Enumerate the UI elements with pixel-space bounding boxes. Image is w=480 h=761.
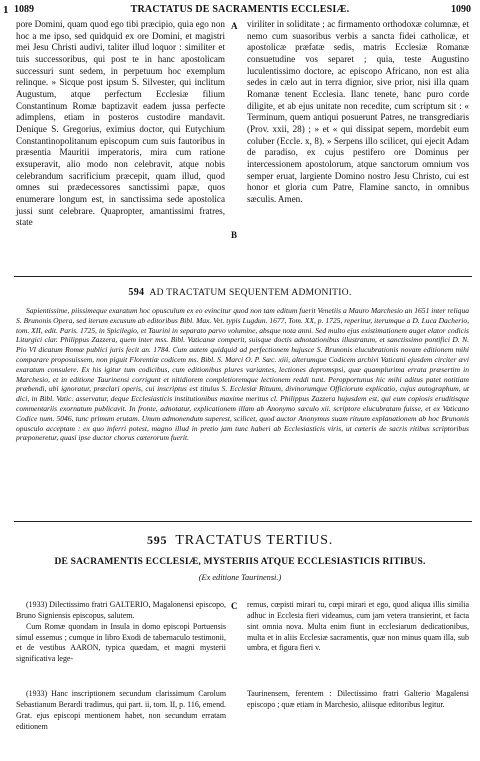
section-594-heading (0, 287, 480, 298)
page-number-left: 1089 (14, 4, 34, 15)
margin-letter-a: A (231, 21, 238, 31)
section-594-number: 594 (128, 287, 145, 298)
section-595-number: 595 (146, 533, 168, 547)
footnote-left: (1933) Hanc inscriptionem secundum clarissimum Carolum Sebastianum Berardi tradimus, qui part. ii, tom. II, p. 116, emend. Grat. ejus episcopi mentionem habet, non secundum erratam editionem (16, 689, 226, 731)
margin-letter-c: C (231, 601, 238, 611)
margin-letter-b: B (231, 230, 238, 240)
section-594-title: AD TRACTATUM SEQUENTEM ADMONITIO. (149, 288, 352, 298)
page-number-right: 1090 (451, 4, 471, 15)
margin-mark: 1 (3, 4, 9, 16)
dedication-paragraphs (16, 600, 226, 665)
running-header (0, 2, 480, 18)
section-595-title: TRACTATUS TERTIUS. (175, 533, 334, 548)
footnote-right: Taurinensem, ferentem : Dilectissimo fratri Galterio Magalensi episcopo ; quæ etiam in Marchesio, aliisque editoribus legitur. (247, 689, 469, 709)
admonitio-text: Sapientissime, piissimeque exaratum hoc opusculum ex eo evincitur quod non tam editum fuerit Venetiis a Mauro Marchesio an 1651 inter reliqua S. Brunonis Opera, sed iterum excusum ab editoribus Bibl. Max. Vet. typis Lugdun. 1677, Tom. XX, p. 1725, reperitur, iterumque a D. Luca Dacherio, tom. XII, edit. Paris. 1725, in Spicilegio, et Taurini in separato parvo volumine, absque nota anni. Sed multo ejus existimationem auget elator codicis Liturgici clar. Philippus Zazzera, quem inter mss. Bibl. Vaticanæ comperit, suisque doctis adnotationibus illustratum, et sanctissimo pontifici D. N. Pio VI dicatum Romæ publici juris fecit an. 1784. Cum autem quidquid ad perfectionem hujusce S. Brunonis elucubrationis novam editionem mihi comparare proposuissem, non piguit Florentiæ codicem ms. Bibl. S. Marci O. P. Sæc. xiii, alterumque Codicem archivi Vaticani ejusdem circiter ævi exaratum consulere. Ex his igitur tum codicibus, cum editionibus plures variantes, lectiones depromspsi, quæ quamplurima errata præsertim in Marchesio, et in editione Taurinensi corrigunt et nitidiorem completioremque lectionem reddi tunt. Peropportunus hic mihi aditus patet notitiam præbendi, ubi ignoratur, præclari operis, cui inscriptus est titulus S. Ecclesiæ Rituum, divinorumque Officiorum explicatio, cujus autographum, ut dici, in Bibl. Vatic. asservatur, deque Ecclesiasticis institutionibus maxime meritus cl. Philippus Zazzera hujusdem est, qui eum copiosis eruditisque commentariis exornatum publicavit. In fronte, adnotatur, explicationem illam ab Anonymo sæculo xii. scriptore elucubratam fuisse, et ex Vaticano Codice num. 5046, tunc primum erutam. Unum admonendum superest, scilicet, quod auctor Anonymus suam rituum explanationem ab hoc Brunonis opusculo acceptam : ex quo inferri potest, magno illud in pretio jam tunc haberi ab Ecclesiasticis viris, ut cæteris de sacris ritibus scriptoribus præponeretur, quasi ipse ductor chorus cæterorum fuerit. (16, 306, 469, 443)
section-divider (14, 521, 472, 522)
right-column-body: remus, cœpisti mirari tu, cœpi mirari et ego, quod aliqua illis similia adhuc in Ecclesia fieri videamus, cum jam vetera transierint, et facta sint omnia nova. Multa enim fiunt in ecclesiarum dedicationibus, multa et in aliis Ecclesiæ sacramentis, quæ non minus quam illa, sub umbra, et figura fieri v. (247, 600, 469, 653)
edition-note: (Ex editione Taurinensi.) (198, 573, 282, 582)
treatise-subtitle: DE SACRAMENTIS ECCLESIÆ, MYSTERIIS ATQUE ECCLESIASTICIS RITIBUS. (54, 557, 426, 567)
cum-romae-paragraph: Cum Romæ quondam in Insula in domo episcopi Portuensis simul essemus ; cumque in libro Exodi de tabernaculo testimonii, et de vestibus AARON, typica quædam, et magni mysterii significativa lege- (16, 621, 226, 664)
dedication-line: (1933) Dilectissimo fratri GALTERIO, Magalonensi episcopo, Bruno Signiensis episcopus, salutem. (16, 600, 226, 620)
section-595-heading (0, 533, 480, 549)
section-divider (14, 276, 472, 277)
left-column-text: pore Domini, quam quod ego tibi præcipio, quia ego non hoc a me ipso, sed quidquid ex ore Domini, et magistri mei Jesu Christi audivi, taliter illud loquor : similiter et tuis successoribus, qui post te in hanc apostolicam successuri sunt sedem, in perpetuum hoc exemplum relinque. » Sicque post ipsum S. Silvester, qui inclitum Augustum, atque perfectum Ecclesiæ filium Constantinum Romæ baptizavit eadem jussa perfecte adimplens, etiam in posteros custodire mandavit. Denique S. Gregorius, eximius doctor, qui Eutychium Constantinopolitanum episcopum cum suis fautoribus in præsentia Mauritii imperatoris, mira cum ratione exsuperavit, alio modo non celebravit, atque nobis celebrandum sacrificium præcepit, quam illud, quod omnes sui prædecessores sanctissimi papæ, quos enumerare longum est, in sanctissima sede apostolica jussi sunt celebrare. Quapropter, amantissimi fratres, state (16, 19, 225, 228)
right-column-text: viriliter in soliditate ; ac firmamento orthodoxæ columnæ, et nemo cum suasoribus verbis a sancta fidei catholicæ, et apostolicæ præfatæ sedis, matris Ecclesiæ Romanæ consuetudine vos separet ; quia, teste Augustino luculentissimo doctore, ac episcopo Africano, non est alia sedes in cælo aut in terra dignior, sive prior, nisi illa quam Romanæ tenent Ecclesia. Ilanc tenete, hanc puro corde diligite, et ab ejus unitate non recedite, cum scriptum sit : « Terminum, quem antiqui posuerunt Patres, ne transgrediaris (Prov. xxii, 28) ; » et « qui dissipat sepem, mordebit eum coluber (Eccle. x, 8). » Serpens illo scilicet, qui ejecit Adam de paradiso, ex cujus pestifero ore Dominus per intercessionem apostolorum, atque sanctorum omnium vos semper eruat, largiente Domino nostro Jesu Christo, cui est honor et gloria cum Patre, Flamine sancto, in omnibus sæculis. Amen. (247, 19, 469, 204)
running-title: TRACTATUS DE SACRAMENTIS ECCLESIÆ. (130, 4, 350, 15)
